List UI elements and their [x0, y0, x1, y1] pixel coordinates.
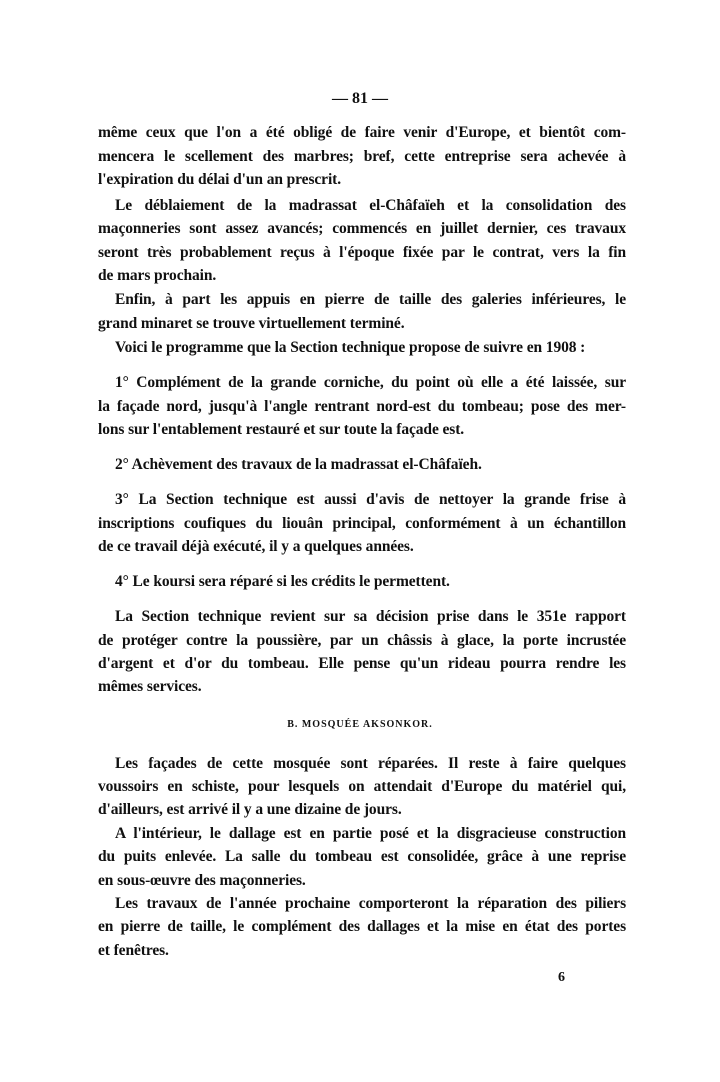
text-line: grand minaret se trouve virtuellement terminé. — [98, 315, 405, 332]
signature-mark: 6 — [558, 970, 565, 985]
text-line: de mars prochain. — [98, 267, 217, 284]
text-line: même ceux que l'on a été obligé de faire venir d'Europe, et bientôt com- — [98, 124, 626, 141]
text-line: d'ailleurs, est arrivé il y a une dizaine de jours. — [98, 801, 402, 818]
text-line: en pierre de taille, le complément des dallages et la mise en état des portes — [98, 918, 626, 935]
text-line: l'expiration du délai d'un an prescrit. — [98, 171, 341, 188]
text-line: mencera le scellement des marbres; bref, cette entreprise sera achevée à — [98, 148, 626, 165]
text-line: inscriptions coufiques du liouân principal, conformément à un échantillon — [98, 515, 626, 532]
section-heading: B. MOSQUÉE AKSONKOR. — [287, 719, 433, 730]
text-line: 1° Complément de la grande corniche, du point où elle a été laissée, sur — [115, 374, 626, 391]
text-line: seront très probablement reçus à l'époque fixée par le contrat, vers la fin — [98, 244, 626, 261]
text-line: lons sur l'entablement restauré et sur toute la façade est. — [98, 421, 465, 438]
text-line: la façade nord, jusqu'à l'angle rentrant nord-est du tombeau; pose des mer- — [98, 398, 626, 415]
text-line: d'argent et d'or du tombeau. Elle pense qu'un rideau pourra rendre les — [98, 655, 626, 672]
text-line: La Section technique revient sur sa décision prise dans le 351e rapport — [115, 608, 626, 625]
text-line: voussoirs en schiste, pour lesquels on attendait d'Europe du matériel qui, — [98, 778, 626, 795]
text-line: de ce travail déjà exécuté, il y a quelques années. — [98, 538, 414, 555]
text-line: du puits enlevée. La salle du tombeau est consolidée, grâce à une reprise — [98, 848, 626, 865]
page-number: — 81 — — [332, 90, 388, 107]
text-line: Voici le programme que la Section technique propose de suivre en 1908 : — [115, 339, 586, 356]
text-line: Les travaux de l'année prochaine comporteront la réparation des piliers — [115, 895, 626, 912]
text-line: Le déblaiement de la madrassat el-Châfaïeh et la consolidation des — [115, 197, 626, 214]
text-line: 3° La Section technique est aussi d'avis de nettoyer la grande frise à — [115, 491, 626, 508]
text-line: mêmes services. — [98, 678, 202, 695]
text-line: Les façades de cette mosquée sont réparées. Il reste à faire quelques — [115, 755, 626, 772]
text-line: en sous-œuvre des maçonneries. — [98, 872, 306, 889]
text-line: maçonneries sont assez avancés; commencés en juillet dernier, ces travaux — [98, 220, 626, 237]
text-line: Enfin, à part les appuis en pierre de taille des galeries inférieures, le — [115, 291, 626, 308]
text-line: 4° Le koursi sera réparé si les crédits le permettent. — [115, 573, 450, 590]
text-line: et fenêtres. — [98, 942, 169, 959]
text-line: A l'intérieur, le dallage est en partie posé et la disgracieuse construction — [115, 825, 626, 842]
text-line: 2° Achèvement des travaux de la madrassat el-Châfaïeh. — [115, 456, 482, 473]
text-line: de protéger contre la poussière, par un châssis à glace, la porte incrustée — [98, 632, 626, 649]
